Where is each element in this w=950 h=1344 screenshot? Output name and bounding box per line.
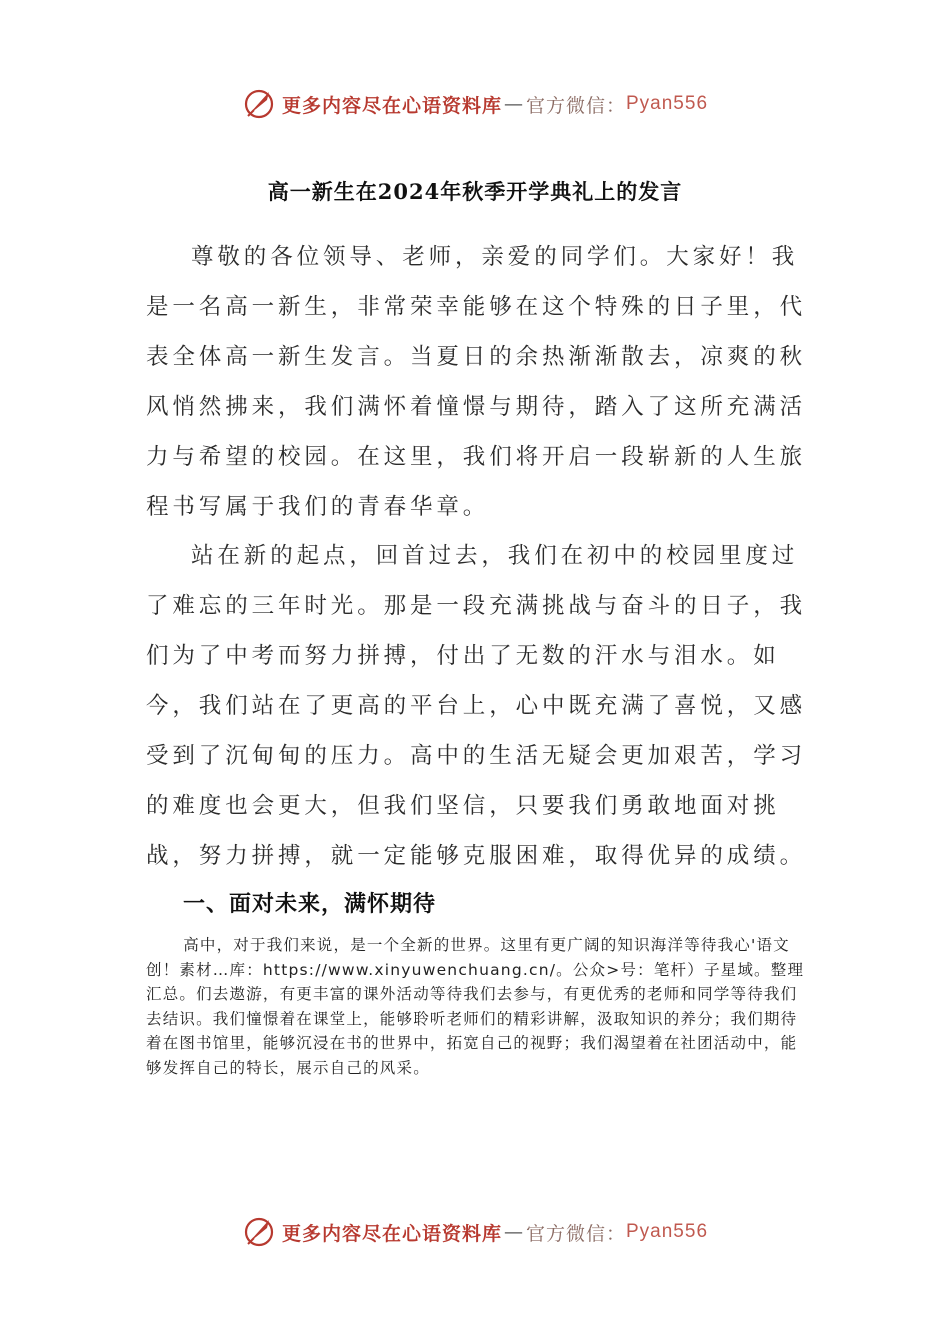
banner-brand: 更多内容尽在心语资料库 [281,1222,502,1245]
body-paragraph-2: 站在新的起点，回首过去，我们在初中的校园里度过了难忘的三年时光。那是一段充满挑战与奋斗的日子，我们为了中考而努力拼搏，付出了无数的汗水与泪水。如今，我们站在了更高的平台上，心中既充满了喜悦，又感受到了沉甸甸的压力。高中的生活无疑会更加艰苦，学习的难度也会更大，但我们坚信，只要我们勇敢地面对挑战，努力拼搏，就一定能够克服困难，取得优异的成绩。 [146,543,807,869]
document-title: 高一新生在2024年秋季开学典礼上的发言 [267,179,683,204]
banner-dash: — [503,1221,524,1243]
banner-wechat-id: Pyan556 [626,1221,709,1242]
banner-brand: 更多内容尽在心语资料库 [281,94,502,117]
body-paragraph-1: 尊敬的各位领导、老师，亲爱的同学们。大家好！我是一名高一新生，非常荣幸能够在这个特殊的日子里，代表全体高一新生发言。当夏日的余热渐渐散去，凉爽的秋风悄然拂来，我们满怀着憧憬与期待，踏入了这所充满活力与希望的校园。在这里，我们将开启一段崭新的人生旅程书写属于我们的青春华章。 [146,244,807,520]
footer-banner [0,1212,950,1252]
quill-pen-circle-icon [242,87,276,121]
section-paragraph: 高中，对于我们来说，是一个全新的世界。这里有更广阔的知识海洋等待我心'语文创！素材…库：https://www.xinyuwenchuang.cn/。公众>号：笔杆）子星域。整理汇总。们去遨游，有更丰富的课外活动等待我们去参与，有更优秀的老师和同学等待我们去结识。我们憧憬着在课堂上，能够聆听老师们的精彩讲解，汲取知识的养分；我们期待着在图书馆里，能够沉浸在书的世界中，拓宽自己的视野；我们渴望着在社团活动中，能够发挥自己的特长，展示自己的风采。 [146,936,805,1077]
header-banner [0,84,950,124]
quill-pen-circle-icon [242,1215,276,1249]
banner-wechat-label: 官方微信： [525,94,626,117]
banner-wechat-id: Pyan556 [626,93,709,114]
banner-wechat-label: 官方微信： [525,1222,626,1245]
section-heading: 一、面对未来，满怀期待 [183,892,437,917]
banner-dash: — [503,93,524,115]
